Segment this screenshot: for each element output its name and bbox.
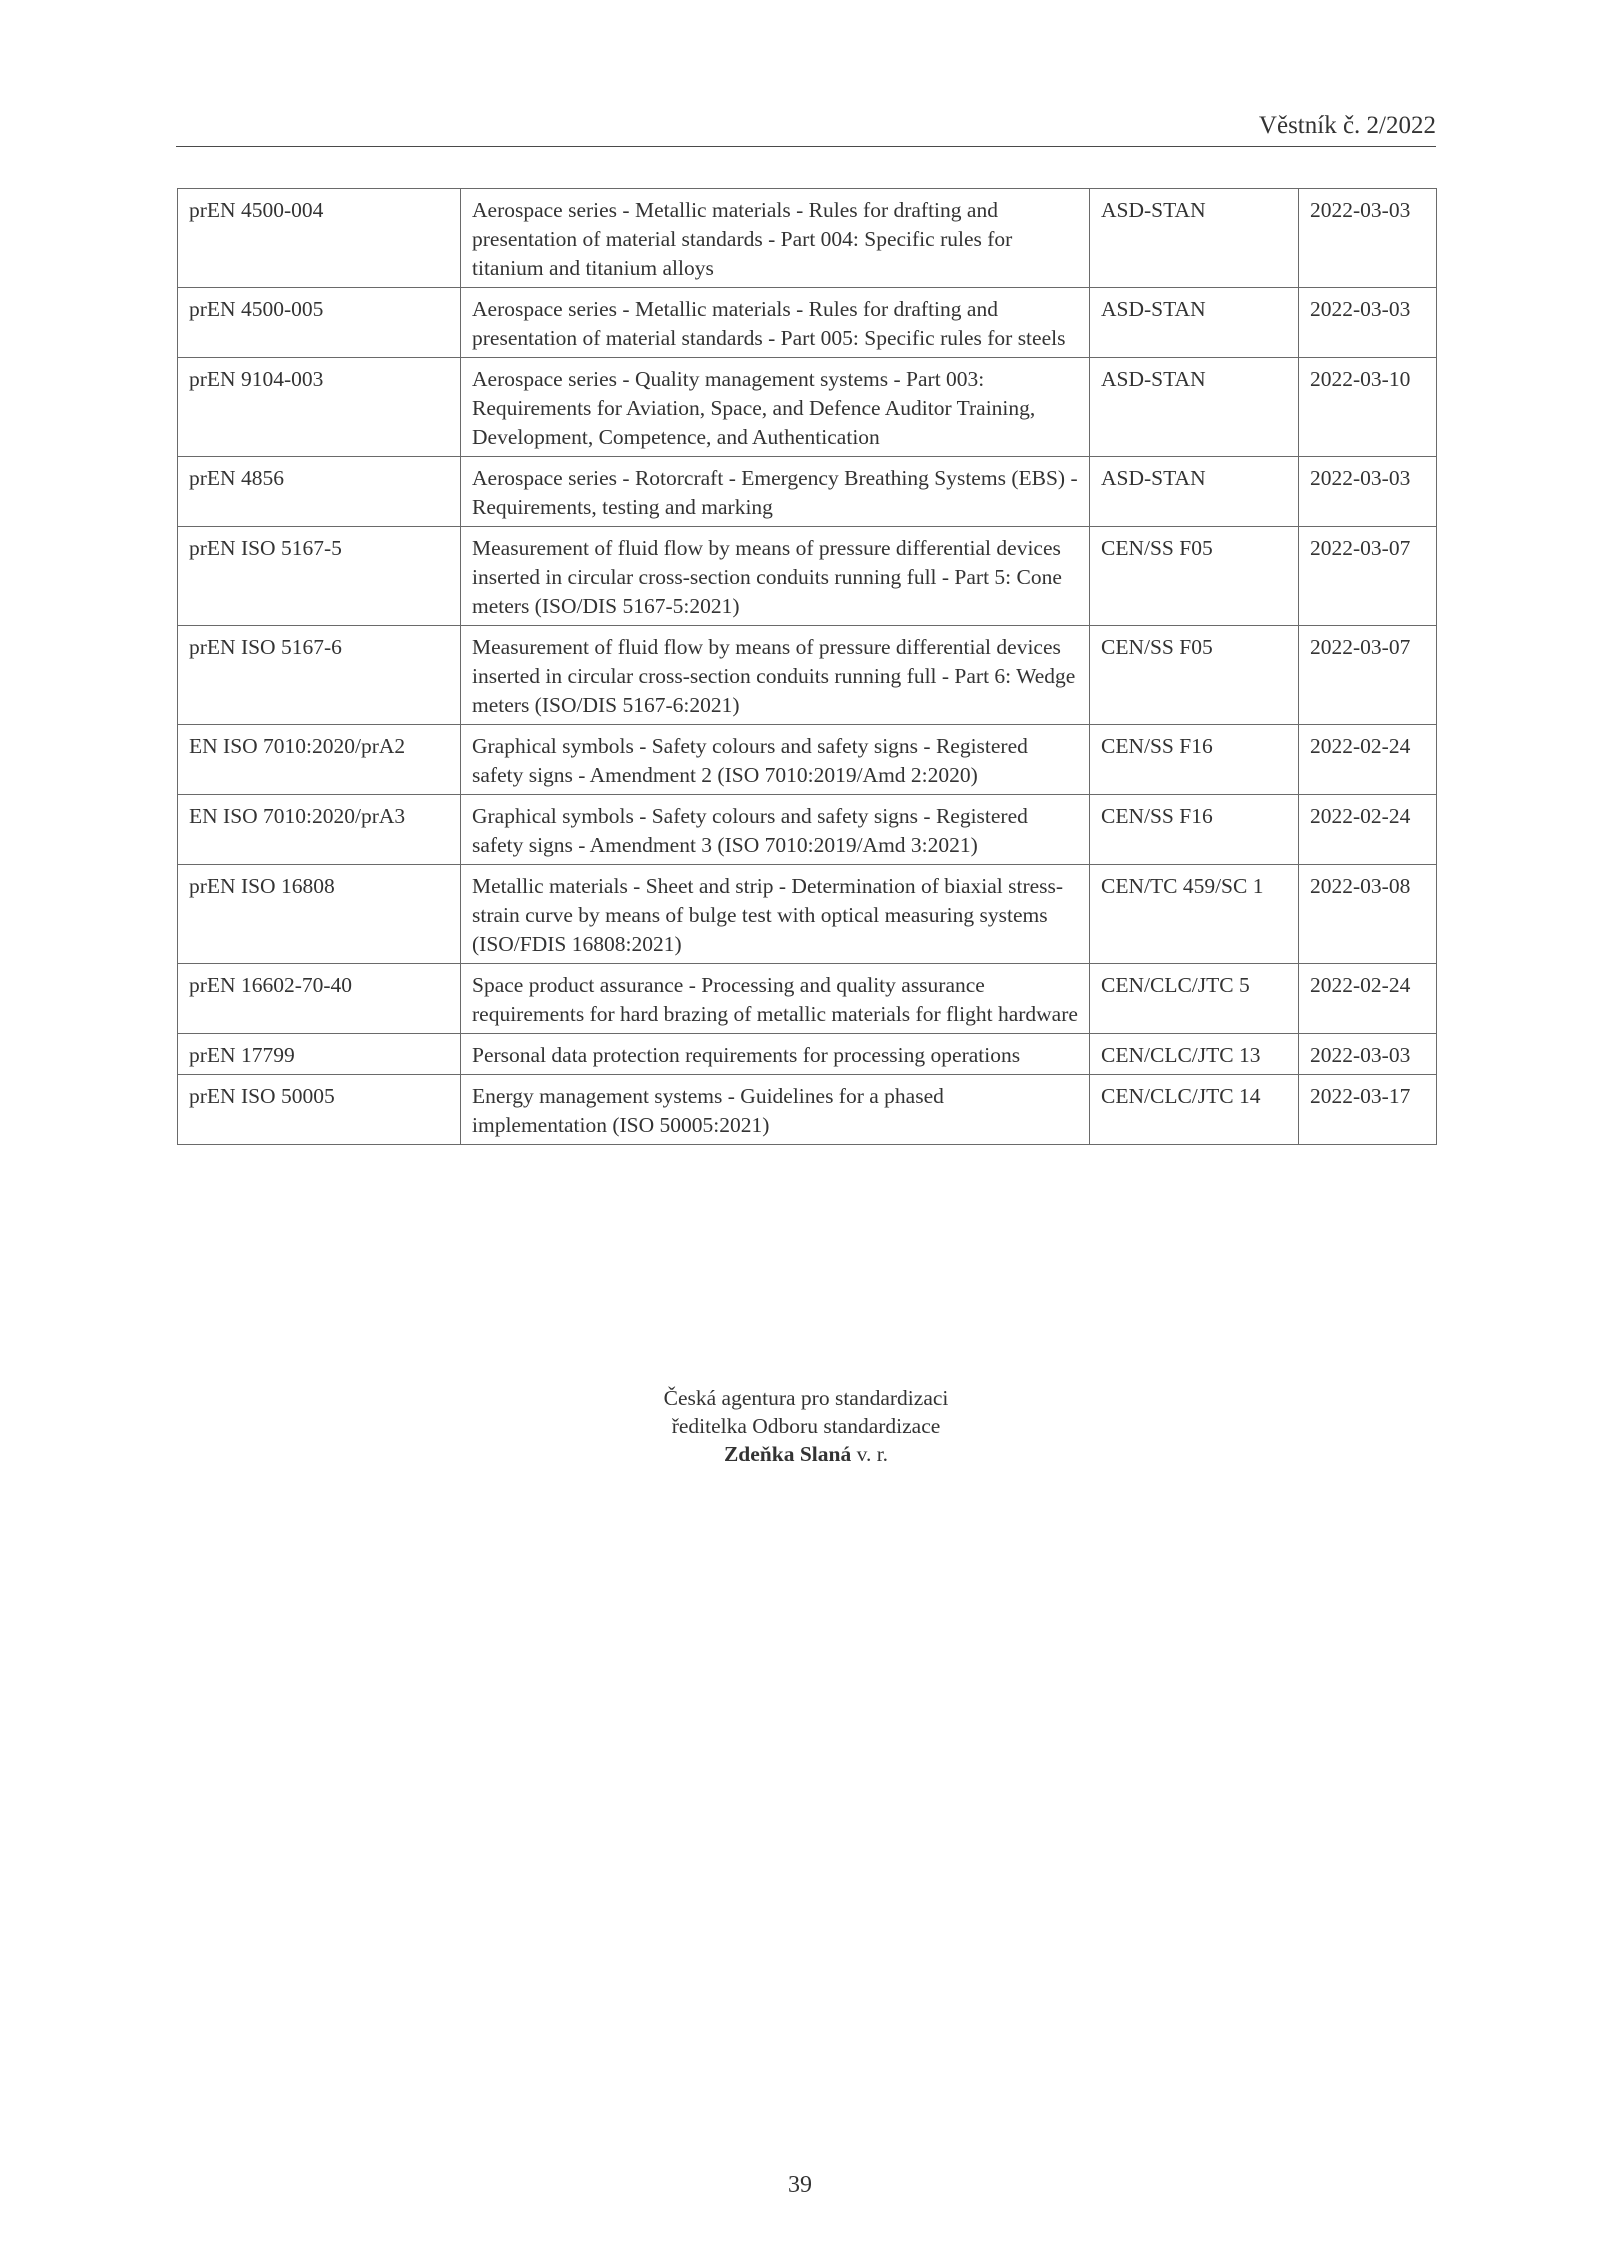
committee-cell: CEN/CLC/JTC 5: [1090, 964, 1299, 1034]
committee-cell: ASD-STAN: [1090, 288, 1299, 358]
date-cell: 2022-03-03: [1299, 189, 1437, 288]
standard-code-cell: prEN 4856: [178, 457, 461, 527]
signature-block: [500, 1384, 1112, 1468]
date-cell: 2022-03-03: [1299, 1034, 1437, 1075]
table-row: [178, 626, 1437, 725]
committee-cell: CEN/SS F05: [1090, 527, 1299, 626]
date-cell: 2022-03-03: [1299, 288, 1437, 358]
date-cell: 2022-02-24: [1299, 964, 1437, 1034]
committee-cell: CEN/SS F05: [1090, 626, 1299, 725]
signatory-name: Zdeňka Slaná: [723, 1442, 852, 1466]
standard-title-cell: Space product assurance - Processing and quality assurance requirements for hard brazing of metallic materials for flight hardware: [461, 964, 1090, 1034]
table-row: [178, 457, 1437, 527]
standard-code-cell: prEN 17799: [178, 1034, 461, 1075]
standard-title-cell: Graphical symbols - Safety colours and safety signs - Registered safety signs - Amendment 3 (ISO 7010:2019/Amd 3:2021): [461, 795, 1090, 865]
committee-cell: CEN/TC 459/SC 1: [1090, 865, 1299, 964]
standard-code-cell: prEN ISO 50005: [178, 1075, 461, 1145]
committee-cell: CEN/SS F16: [1090, 725, 1299, 795]
committee-cell: ASD-STAN: [1090, 189, 1299, 288]
date-cell: 2022-03-08: [1299, 865, 1437, 964]
standard-title-cell: Energy management systems - Guidelines for a phased implementation (ISO 50005:2021): [461, 1075, 1090, 1145]
standard-title-cell: Metallic materials - Sheet and strip - Determination of biaxial stress-strain curve by means of bulge test with optical measuring systems (ISO/FDIS 16808:2021): [461, 865, 1090, 964]
committee-cell: ASD-STAN: [1090, 457, 1299, 527]
standard-code-cell: prEN ISO 16808: [178, 865, 461, 964]
date-cell: 2022-03-07: [1299, 527, 1437, 626]
signature-name-line: [500, 1440, 1112, 1468]
standard-title-cell: Measurement of fluid flow by means of pressure differential devices inserted in circular cross-section conduits running full - Part 6: Wedge meters (ISO/DIS 5167-6:2021): [461, 626, 1090, 725]
committee-cell: CEN/CLC/JTC 13: [1090, 1034, 1299, 1075]
standards-table: [177, 188, 1437, 1145]
bulletin-title: Věstník č. 2/2022: [1258, 112, 1436, 139]
standard-title-cell: Aerospace series - Rotorcraft - Emergency Breathing Systems (EBS) - Requirements, testing and marking: [461, 457, 1090, 527]
standard-title-cell: Aerospace series - Metallic materials - Rules for drafting and presentation of material standards - Part 005: Specific rules for steels: [461, 288, 1090, 358]
standard-title-cell: Aerospace series - Quality management systems - Part 003: Requirements for Aviation, Space, and Defence Auditor Training, Development, Competence, and Authentication: [461, 358, 1090, 457]
table-row: [178, 964, 1437, 1034]
signature-organization: Česká agentura pro standardizaci: [663, 1386, 949, 1410]
signature-position: ředitelka Odboru standardizace: [671, 1414, 941, 1438]
page-number: 39: [788, 2172, 812, 2198]
table-row: [178, 189, 1437, 288]
committee-cell: CEN/SS F16: [1090, 795, 1299, 865]
date-cell: 2022-03-10: [1299, 358, 1437, 457]
table-row: [178, 358, 1437, 457]
standard-code-cell: EN ISO 7010:2020/prA3: [178, 795, 461, 865]
table-row: [178, 795, 1437, 865]
standard-code-cell: prEN 16602-70-40: [178, 964, 461, 1034]
date-cell: 2022-03-07: [1299, 626, 1437, 725]
table-row: [178, 1034, 1437, 1075]
standard-code-cell: EN ISO 7010:2020/prA2: [178, 725, 461, 795]
page-header: [176, 110, 1436, 147]
table-row: [178, 527, 1437, 626]
date-cell: 2022-02-24: [1299, 795, 1437, 865]
table-row: [178, 288, 1437, 358]
table-row: [178, 865, 1437, 964]
committee-cell: ASD-STAN: [1090, 358, 1299, 457]
date-cell: 2022-03-17: [1299, 1075, 1437, 1145]
standard-title-cell: Graphical symbols - Safety colours and safety signs - Registered safety signs - Amendment 2 (ISO 7010:2019/Amd 2:2020): [461, 725, 1090, 795]
standard-code-cell: prEN 4500-005: [178, 288, 461, 358]
standards-table-body: [178, 189, 1437, 1145]
committee-cell: CEN/CLC/JTC 14: [1090, 1075, 1299, 1145]
standard-title-cell: Personal data protection requirements for processing operations: [461, 1034, 1090, 1075]
table-row: [178, 725, 1437, 795]
table-row: [178, 1075, 1437, 1145]
standard-title-cell: Aerospace series - Metallic materials - Rules for drafting and presentation of material standards - Part 004: Specific rules for titanium and titanium alloys: [461, 189, 1090, 288]
standard-code-cell: prEN ISO 5167-6: [178, 626, 461, 725]
standard-code-cell: prEN ISO 5167-5: [178, 527, 461, 626]
standard-title-cell: Measurement of fluid flow by means of pressure differential devices inserted in circular cross-section conduits running full - Part 5: Cone meters (ISO/DIS 5167-5:2021): [461, 527, 1090, 626]
standard-code-cell: prEN 9104-003: [178, 358, 461, 457]
date-cell: 2022-03-03: [1299, 457, 1437, 527]
standard-code-cell: prEN 4500-004: [178, 189, 461, 288]
signature-suffix: v. r.: [856, 1442, 889, 1466]
date-cell: 2022-02-24: [1299, 725, 1437, 795]
